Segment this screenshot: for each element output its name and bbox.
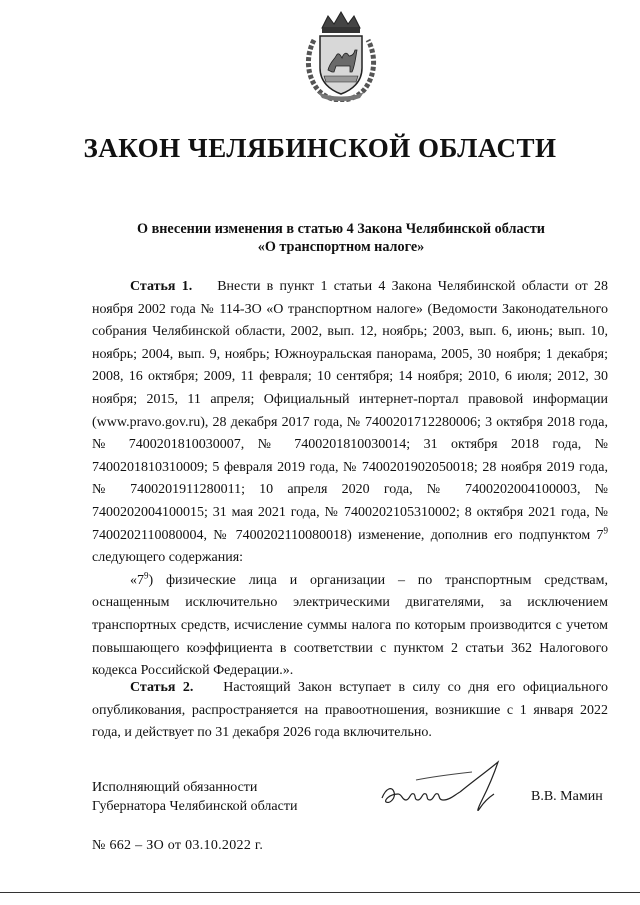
article-1-superscript: 9 xyxy=(603,524,608,535)
subtitle-line-1: О внесении изменения в статью 4 Закона Челябинской области xyxy=(137,221,545,237)
quote-superscript: 9 xyxy=(144,570,149,581)
position-line-2: Губернатора Челябинской области xyxy=(92,799,298,814)
article-2 xyxy=(92,677,608,745)
article-1-text-end: следующего содержания: xyxy=(92,550,244,566)
article-2-text: Настоящий Закон вступает в силу со дня его официального опубликования, распространяется на правоотношения, возникшие с 1 января 2022 года, и действует по 31 декабря 2026 года включительно. xyxy=(92,680,609,741)
signatory-position xyxy=(92,778,297,816)
article-1-quote xyxy=(92,570,608,683)
coat-of-arms-icon xyxy=(300,10,382,102)
law-number: № 662 – ЗО от 03.10.2022 г. xyxy=(92,838,264,853)
quote-text: ) физические лица и организации – по транспортным средствам, оснащенным исключительно электрическими двигателями, за исключением транспортных средств, исчисление суммы налога по которым производится с учетом повышающего коэффициента в соответствии с пунктом 2 статьи 362 Налогового кодекса Российской Федерации.». xyxy=(92,572,608,679)
article-1-text: Внести в пункт 1 статьи 4 Закона Челябинской области от 28 ноября 2002 года № 114-ЗО «О транспортном налоге» (Ведомости Законодательного собрания Челябинской области, 2002, вып. 12, ноябрь; 2003, вып. 6, июнь; вып. 10, ноябрь; 2004, вып. 9, ноябрь; Южноуральская панорама, 2005, 30 ноября; 1 декабря; 2008, 16 октября; 2009, 11 февраля; 10 сентября; 14 ноября; 2010, 6 июля; 2012, 30 ноября; 2015, 11 апреля; Официальный интернет-портал правовой информации (www.pravo.gov.ru), 28 декабря 2017 года, № 7400201712280006; 3 октября 2018 года, № 7400201810030007, № 7400201810030014; 31 октября 2018 года, № 7400201810310009; 5 февраля 2019 года, № 7400201902050018; 28 ноября 2019 года, № 7400201911280011; 10 апреля 2020 года, № 7400202004100003, № 7400202004100015; 31 мая 2021 года, № 7400202105310002; 8 октября 2021 года, № 7400202110080004, № 7400202110080018) изменение, дополнив его подпунктом 7 xyxy=(92,279,609,543)
position-line-1: Исполняющий обязанности xyxy=(92,780,258,795)
handwritten-signature-icon xyxy=(376,758,516,818)
quote-open: «7 xyxy=(130,572,144,588)
document-subtitle xyxy=(100,220,582,256)
article-1-label: Статья 1. xyxy=(130,279,193,294)
subtitle-line-2: «О транспортном налоге» xyxy=(257,239,425,255)
article-2-paragraph xyxy=(92,677,608,745)
page-title: ЗАКОН ЧЕЛЯБИНСКОЙ ОБЛАСТИ xyxy=(83,133,557,163)
bottom-divider xyxy=(0,892,640,893)
signatory-name: В.В. Мамин xyxy=(531,789,603,804)
article-2-label: Статья 2. xyxy=(130,680,194,695)
article-1-paragraph xyxy=(92,276,608,570)
article-1 xyxy=(92,276,608,683)
